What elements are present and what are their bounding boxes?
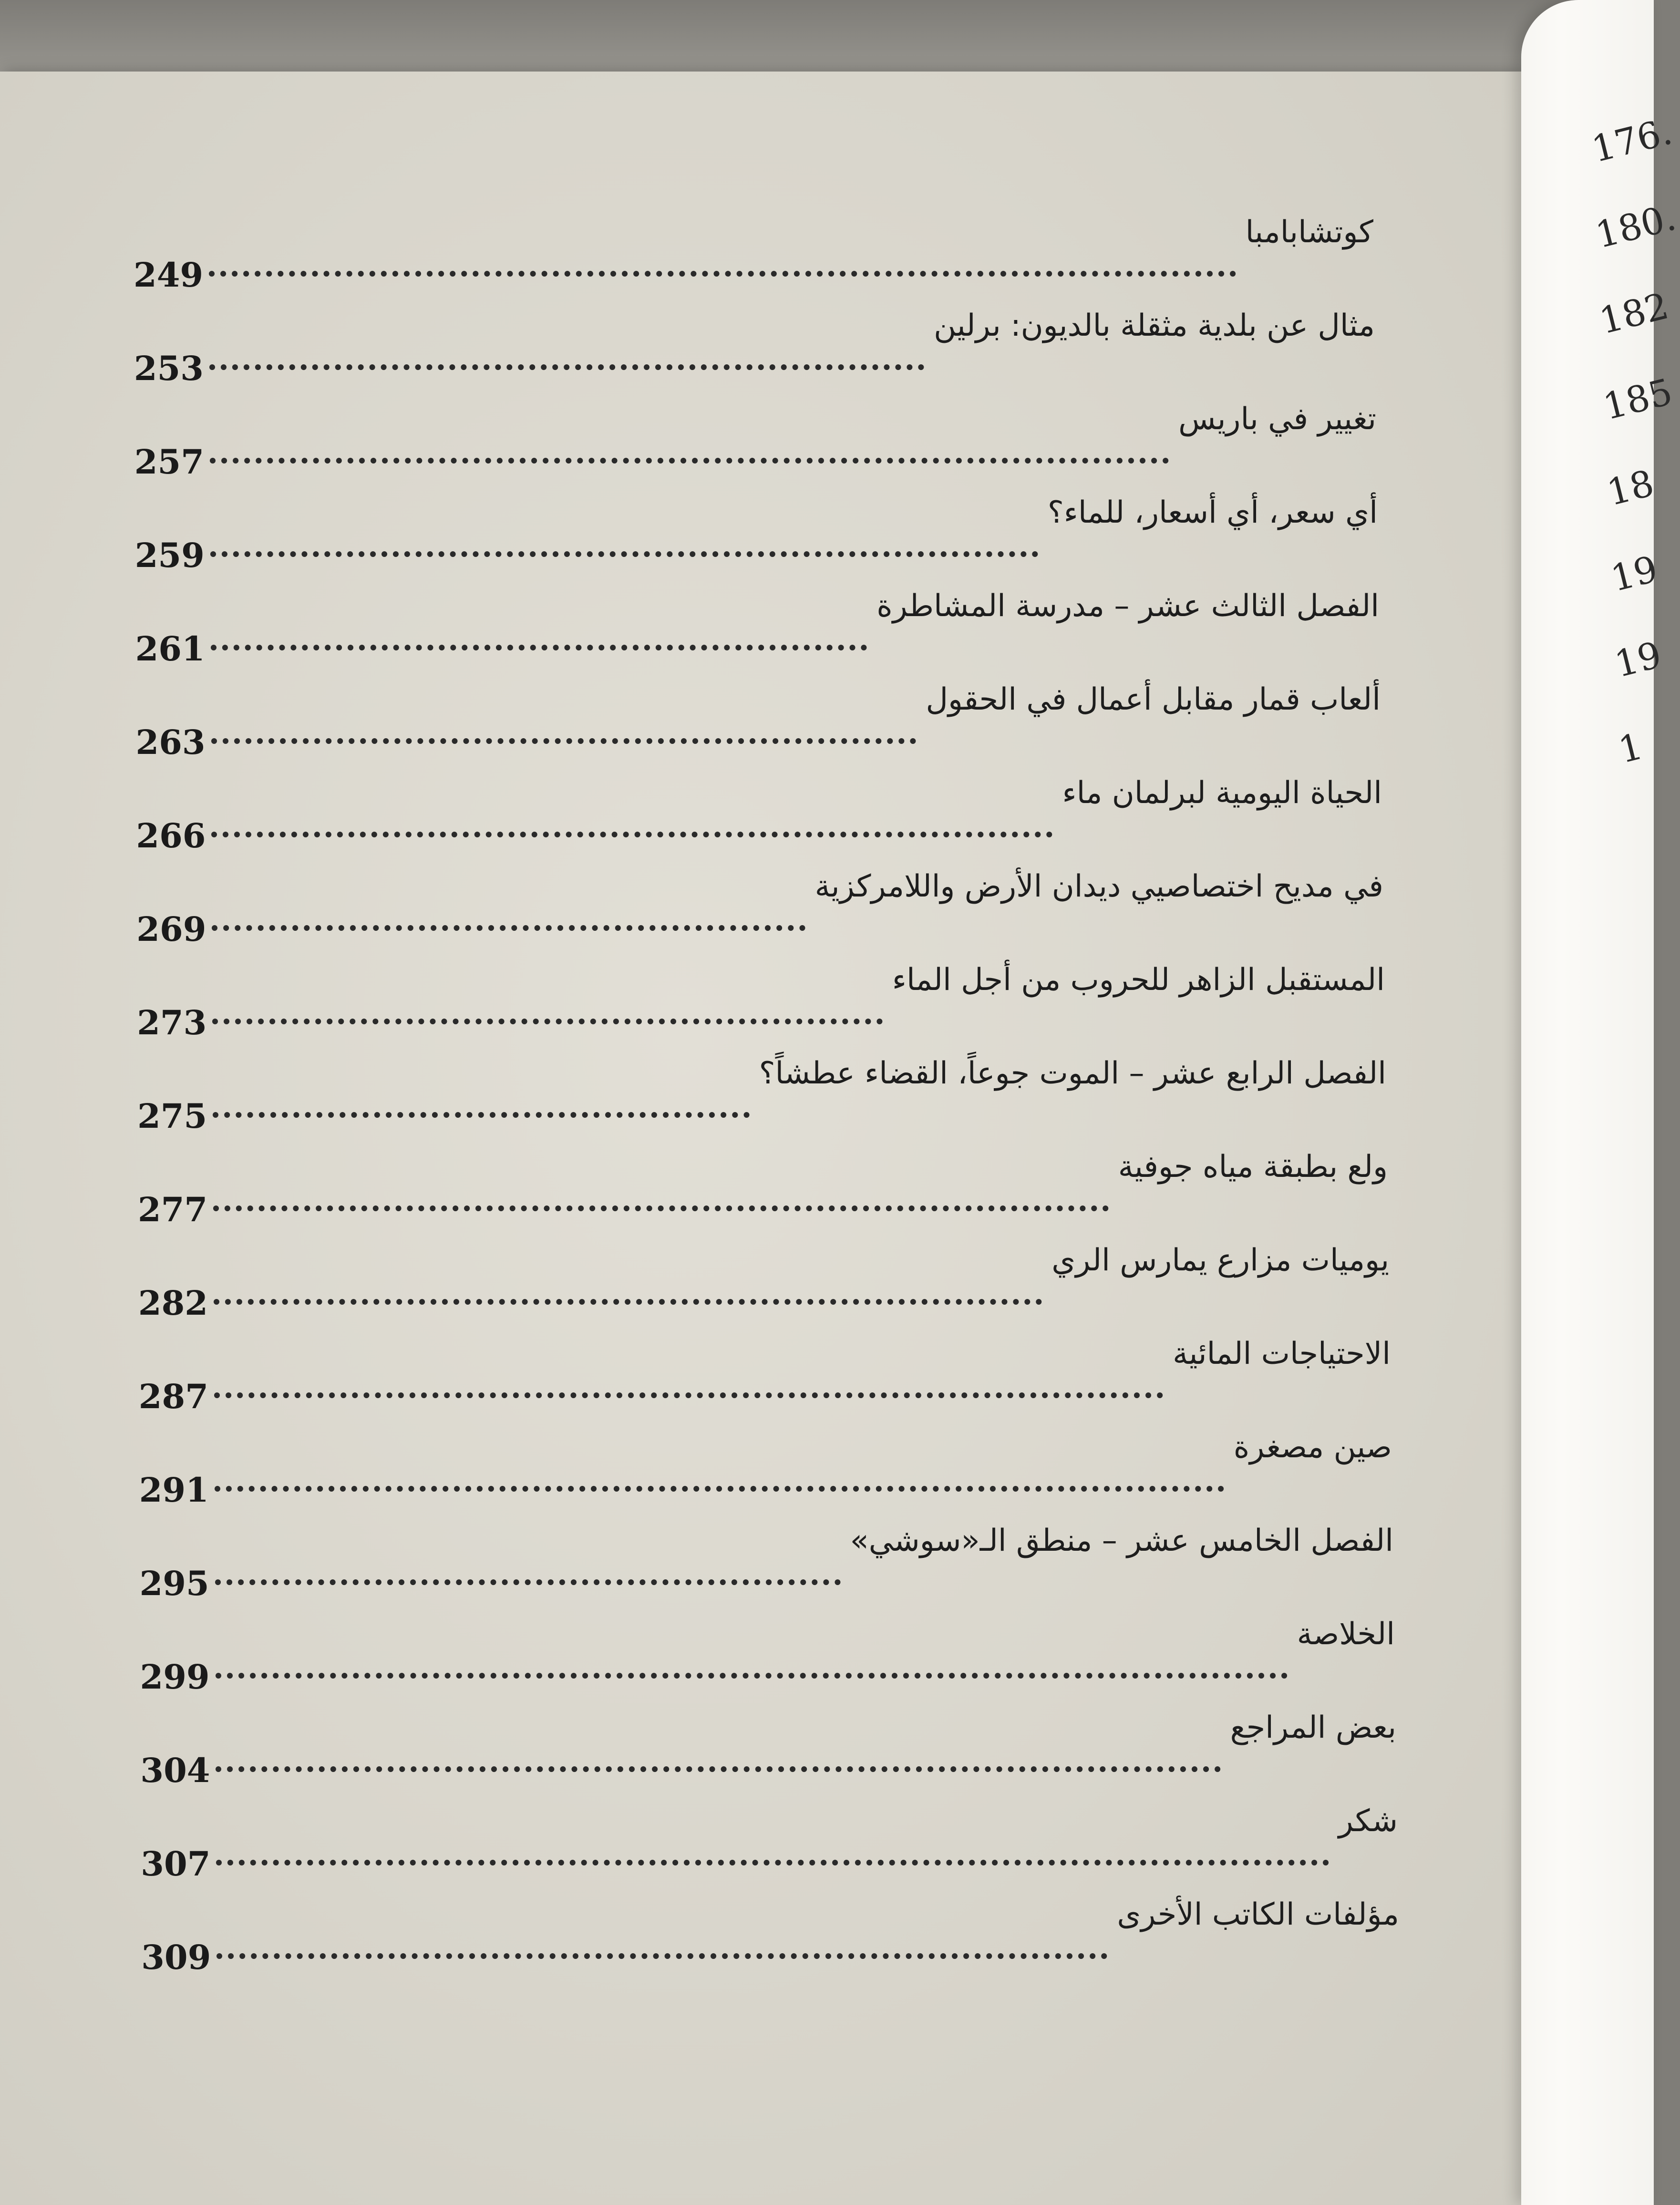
- toc-dot-leader: [213, 1206, 1109, 1211]
- toc-entry-title: مثال عن بلدية مثقلة بالديون: برلين: [934, 308, 1375, 343]
- toc-entry-title: ألعاب قمار مقابل أعمال في الحقول: [926, 682, 1381, 717]
- toc-entry-page-number: 259: [134, 536, 205, 575]
- toc-entry: [129, 1710, 1426, 1805]
- toc-entry-page-number: 263: [135, 722, 206, 762]
- toc-entry-page-number: 261: [135, 629, 205, 669]
- toc-entry-page-number: 291: [139, 1470, 209, 1510]
- toc-dot-leader: [209, 364, 924, 370]
- toc-dot-leader: [210, 458, 1169, 464]
- toc-entry: [129, 215, 1426, 310]
- toc-entry-title: أي سعر، أي أسعار، للماء؟: [1047, 495, 1378, 530]
- toc-entry-page-number: 275: [137, 1096, 207, 1136]
- toc-entry: [129, 1523, 1426, 1618]
- toc-entry: [129, 1149, 1426, 1245]
- toc-entry-page-number: 299: [140, 1657, 210, 1697]
- toc-entry: [129, 588, 1426, 684]
- toc-entry-title: الفصل الثالث عشر – مدرسة المشاطرة: [876, 588, 1379, 624]
- toc-entry-title: صين مصغرة: [1233, 1430, 1392, 1465]
- toc-entry-title: كوتشابامبا: [1245, 215, 1373, 250]
- toc-entry: [129, 1617, 1426, 1712]
- toc-entry-page-number: 273: [137, 1003, 207, 1042]
- toc-entry: [129, 775, 1426, 871]
- toc-entry-title: الاحتياجات المائية: [1173, 1336, 1391, 1371]
- toc-dot-leader: [210, 551, 1038, 557]
- toc-dot-leader: [211, 738, 916, 744]
- toc-entry: [129, 495, 1426, 590]
- toc-dot-leader: [214, 1299, 1042, 1305]
- toc-dot-leader: [212, 925, 805, 931]
- toc-entry-title: الخلاصة: [1297, 1617, 1395, 1652]
- toc-entry-title: ولع بطبقة مياه جوفية: [1118, 1149, 1388, 1185]
- toc-dot-leader: [216, 1673, 1288, 1679]
- toc-entry-page-number: 266: [136, 816, 206, 855]
- facing-page-number: 19: [1607, 547, 1662, 600]
- toc-dot-leader: [215, 1579, 841, 1585]
- toc-entry-page-number: 282: [138, 1283, 208, 1323]
- facing-page-number: 18: [1603, 461, 1658, 514]
- toc-dot-leader: [213, 1112, 750, 1118]
- toc-entry-page-number: 253: [134, 349, 204, 388]
- background-shadow: [0, 0, 1654, 72]
- toc-dot-leader: [209, 271, 1236, 277]
- toc-dot-leader: [211, 645, 867, 650]
- toc-entry-title: شكر: [1338, 1803, 1398, 1839]
- toc-entry-title: الحياة اليومية لبرلمان ماء: [1062, 775, 1382, 811]
- toc-entry-page-number: 269: [136, 909, 206, 949]
- toc-entry: [129, 1430, 1426, 1525]
- facing-page: [1521, 0, 1680, 2205]
- toc-entry: [129, 682, 1426, 777]
- toc-entry-page-number: 257: [134, 442, 204, 482]
- toc-entry-title: الفصل الخامس عشر – منطق الـ«سوشي»: [850, 1523, 1393, 1558]
- toc-entry-page-number: 304: [140, 1751, 210, 1790]
- toc-dot-leader: [211, 832, 1052, 837]
- toc-entry: [129, 962, 1426, 1058]
- facing-page-number: 19: [1610, 633, 1666, 686]
- toc-entry-title: بعض المراجع: [1230, 1710, 1396, 1745]
- toc-entry-title: المستقبل الزاهر للحروب من أجل الماء: [892, 962, 1385, 998]
- facing-page-number: 1: [1614, 724, 1647, 772]
- toc-dot-leader: [216, 1766, 1221, 1772]
- book-page: [0, 72, 1521, 2205]
- toc-entry: [129, 1803, 1426, 1899]
- toc-entry-title: الفصل الرابع عشر – الموت جوعاً، القضاء عطشاً؟: [759, 1056, 1386, 1091]
- toc-entry: [129, 1336, 1426, 1432]
- table-of-contents: [0, 72, 1521, 2205]
- toc-dot-leader: [216, 1860, 1329, 1865]
- toc-entry: [129, 869, 1426, 964]
- toc-entry-page-number: 307: [141, 1844, 211, 1884]
- facing-page-number: 185: [1599, 370, 1677, 428]
- toc-dot-leader: [214, 1392, 1163, 1398]
- toc-entry: [129, 1897, 1426, 1992]
- toc-entry-page-number: 277: [138, 1190, 208, 1229]
- toc-entry-page-number: 287: [138, 1377, 208, 1416]
- toc-entry-title: في مديح اختصاصيي ديدان الأرض واللامركزية: [814, 869, 1383, 904]
- toc-entry: [129, 1243, 1426, 1338]
- toc-dot-leader: [212, 1019, 883, 1024]
- toc-entry-page-number: 295: [139, 1564, 209, 1603]
- toc-entry: [129, 308, 1426, 403]
- toc-entry-page-number: 309: [141, 1937, 211, 1977]
- toc-entry: [129, 1056, 1426, 1151]
- toc-dot-leader: [216, 1953, 1107, 1959]
- facing-page-number: 182: [1595, 284, 1673, 342]
- toc-entry-page-number: 249: [134, 255, 204, 295]
- toc-entry: [129, 402, 1426, 497]
- toc-entry-title: يوميات مزارع يمارس الري: [1051, 1243, 1389, 1278]
- facing-page-number: 180.: [1591, 196, 1680, 257]
- toc-entry-title: مؤلفات الكاتب الأخرى: [1117, 1897, 1399, 1932]
- facing-page-number: 176.: [1587, 110, 1676, 171]
- toc-dot-leader: [215, 1486, 1224, 1492]
- toc-entry-title: تغيير في باريس: [1178, 402, 1376, 437]
